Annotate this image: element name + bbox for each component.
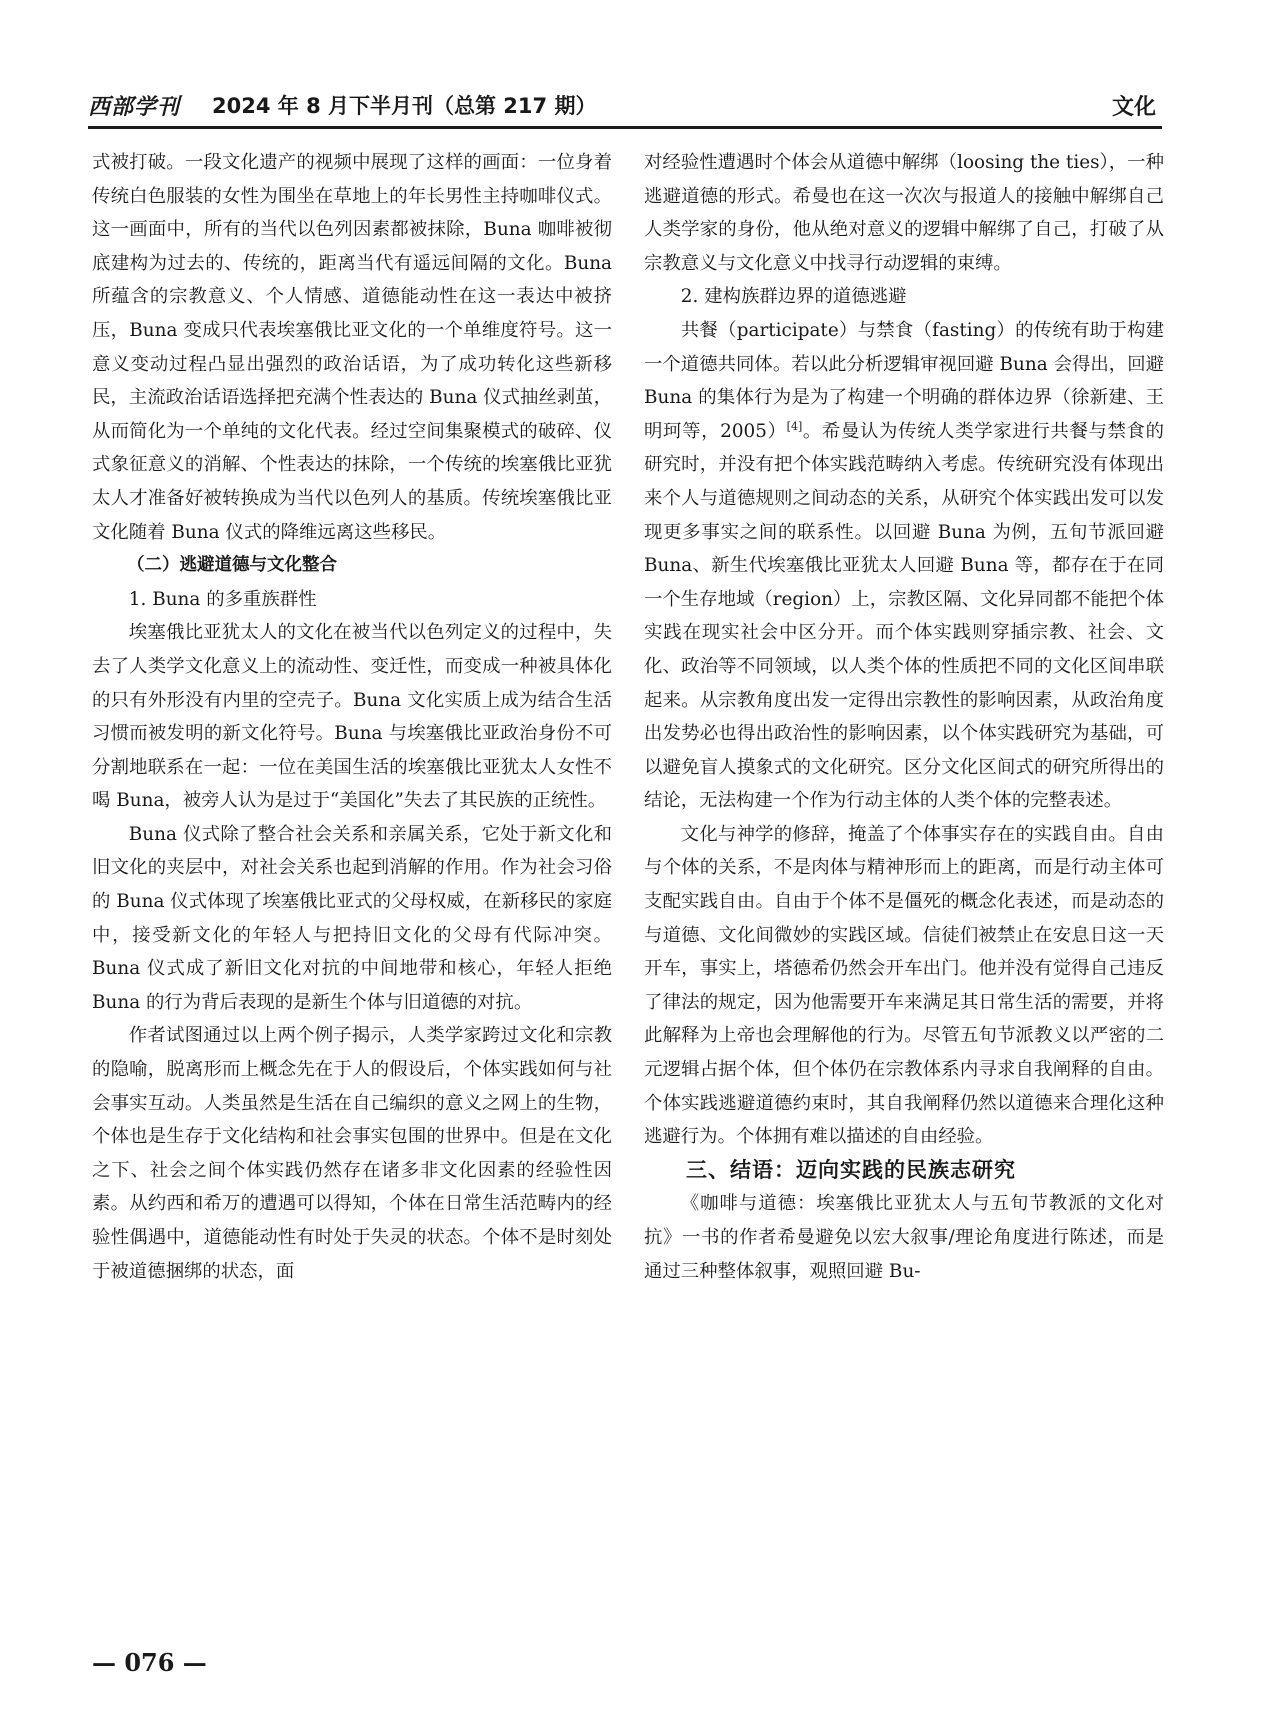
citation-ref: [4] <box>786 419 803 433</box>
paragraph: Buna 仪式除了整合社会关系和亲属关系，它处于新文化和旧文化的夹层中，对社会关系也起到消解的作用。作为社会习俗的 Buna 仪式体现了埃塞俄比亚式的父母权威，在新移民的家庭中，接受新文化的年轻人与把持旧文化的父母有代际冲突。Buna 仪式成了新旧文化对抗的中间地带和核心，年轻人拒绝 Buna 的行为背后表现的是新生个体与旧道德的对抗。 <box>92 823 612 1013</box>
left-column <box>92 146 612 1288</box>
section-heading: 三、结语：迈向实践的民族志研究 <box>686 1157 1016 1182</box>
issue-info: 2024 年 8 月下半月刊（总第 217 期） <box>212 94 597 118</box>
section-name: 文化 <box>1111 95 1156 120</box>
paragraph: 埃塞俄比亚犹太人的文化在被当代以色列定义的过程中，失去了人类学文化意义上的流动性、变迁性，而变成一种被具体化的只有外形没有内里的空壳子。Buna 文化实质上成为结合生活习惯而被发明的新文化符号。Buna 与埃塞俄比亚政治身份不可分割地联系在一起：一位在美国生活的埃塞俄比亚犹太人女性不喝 Buna，被旁人认为是过于“美国化”失去了其民族的正统性。 <box>92 622 612 812</box>
paragraph-text: 共餐（participate）与禁食（fasting）的传统有助于构建一个道德共同体。若以此分析逻辑审视回避 Buna 会得出，回避 Buna 的集体行为是为了构建一个明确的群体边界（徐新建、王明珂等，2005） <box>644 319 1164 442</box>
subsubsection-heading: 1. Buna 的多重族群性 <box>128 588 317 610</box>
paragraph-text: 。希曼认为传统人类学家进行共餐与禁食的研究时，并没有把个体实践范畴纳入考虑。传统研究没有体现出来个人与道德规则之间动态的关系，从研究个体实践出发可以发现更多事实之间的联系性。以回避 Buna 为例，五旬节派回避 Buna、新生代埃塞俄比亚犹太人回避 Buna 等，都存在于在同一个生存地域（region）上，宗教区隔、文化异同都不能把个体实践在现实社会中区分开。而个体实践则穿插宗教、社会、文化、政治等不同领域，以人类个体的性质把不同的文化区间串联起来。从宗教角度出发一定得出宗教性的影响因素，从政治角度出发势必也得出政治性的影响因素，以个体实践研究为基础，可以避免盲人摸象式的文化研究。区分文化区间式的研究所得出的结论，无法构建一个作为行动主体的人类个体的完整表述。 <box>644 420 1165 812</box>
right-column <box>644 146 1164 1288</box>
subsubsection-heading: 2. 建构族群边界的道德逃避 <box>680 286 907 308</box>
paragraph <box>644 314 1164 818</box>
paragraph: 作者试图通过以上两个例子揭示，人类学家跨过文化和宗教的隐喻，脱离形而上概念先在于人的假设后，个体实践如何与社会事实互动。人类虽然是生活在自己编织的意义之网上的生物，个体也是生存于文化结构和社会事实包围的世界中。但是在文化之下、社会之间个体实践仍然存在诸多非文化因素的经验性因素。从约西和希万的遭遇可以得知，个体在日常生活范畴内的经验性偶遇中，道德能动性有时处于失灵的状态。个体不是时刻处于被道德捆绑的状态，面 <box>92 1025 612 1282</box>
page-number: — 076 — <box>92 1648 207 1677</box>
running-header <box>88 86 1162 129</box>
paragraph: 式被打破。一段文化遗产的视频中展现了这样的画面：一位身着传统白色服装的女性为围坐在草地上的年长男性主持咖啡仪式。这一画面中，所有的当代以色列因素都被抹除，Buna 咖啡被彻底建构为过去的、传统的，距离当代有遥远间隔的文化。Buna 所蕴含的宗教意义、个人情感、道德能动性在这一表达中被挤压，Buna 变成只代表埃塞俄比亚文化的一个单维度符号。这一意义变动过程凸显出强烈的政治话语，为了成功转化这些新移民，主流政治话语选择把充满个性表达的 Buna 仪式抽丝剥茧，从而简化为一个单纯的文化代表。经过空间集聚模式的破碎、仪式象征意义的消解、个性表达的抹除，一个传统的埃塞俄比亚犹太人才准备好被转换成为当代以色列人的基质。传统埃塞俄比亚文化随着 Buna 仪式的降维远离这些移民。 <box>92 152 612 543</box>
journal-name: 西部学刊 <box>88 95 181 120</box>
paragraph: 文化与神学的修辞，掩盖了个体事实存在的实践自由。自由与个体的关系，不是肉体与精神形而上的距离，而是行动主体可支配实践自由。自由于个体不是僵死的概念化表述，而是动态的与道德、文化间微妙的实践区域。信徒们被禁止在安息日这一天开车，事实上，塔德希仍然会开车出门。他并没有觉得自己违反了律法的规定，因为他需要开车来满足其日常生活的需要，并将此解释为上帝也会理解他的行为。尽管五旬节派教义以严密的二元逻辑占据个体，但个体仍在宗教体系内寻求自我阐释的自由。个体实践逃避道德约束时，其自我阐释仍然以道德来合理化这种逃避行为。个体拥有难以描述的自由经验。 <box>644 823 1164 1148</box>
paragraph: 对经验性遭遇时个体会从道德中解绑（loosing the ties），一种逃避道德的形式。希曼也在这一次次与报道人的接触中解绑自己人类学家的身份，他从绝对意义的逻辑中解绑了自己，打破了从宗教意义与文化意义中找寻行动逻辑的束缚。 <box>644 152 1164 274</box>
subsection-heading: （二）逃避道德与文化整合 <box>127 555 337 576</box>
paragraph: 《咖啡与道德：埃塞俄比亚犹太人与五旬节教派的文化对抗》一书的作者希曼避免以宏大叙事/理论角度进行陈述，而是通过三种整体叙事，观照回避 Bu- <box>644 1193 1164 1282</box>
